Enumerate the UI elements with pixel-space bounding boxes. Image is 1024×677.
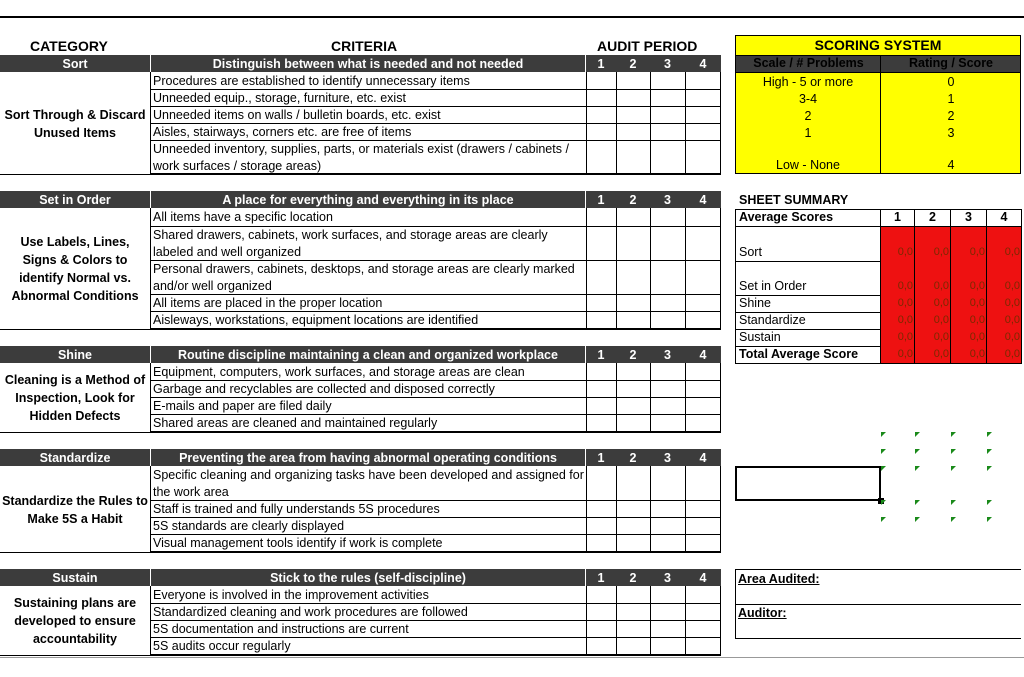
criteria-item: Shared drawers, cabinets, work surfaces, and storage areas are clearly labeled and well organized bbox=[151, 227, 586, 261]
criteria-item: Standardized cleaning and work procedures are followed bbox=[151, 604, 586, 621]
period-col-4: 4 bbox=[685, 346, 721, 363]
summary-score-cell: 0,0 bbox=[951, 227, 986, 261]
score-cell[interactable] bbox=[586, 500, 616, 501]
scale-value: Low - None bbox=[776, 158, 840, 172]
score-cell[interactable] bbox=[586, 620, 616, 621]
score-cell[interactable] bbox=[650, 637, 685, 638]
average-scores-label: Average Scores bbox=[739, 210, 834, 224]
criteria-item: Visual management tools identify if work is complete bbox=[151, 535, 586, 552]
section-name: Sustain bbox=[0, 569, 150, 586]
score-cell[interactable] bbox=[650, 620, 685, 621]
score-cell[interactable] bbox=[650, 603, 685, 604]
scale-value: 2 bbox=[804, 109, 812, 123]
score-cell[interactable] bbox=[685, 397, 721, 398]
error-indicator-icon bbox=[951, 466, 956, 471]
score-cell[interactable] bbox=[685, 226, 721, 227]
score-cell[interactable] bbox=[586, 123, 616, 124]
selected-cell[interactable] bbox=[735, 466, 881, 501]
criteria-item: 5S documentation and instructions are current bbox=[151, 621, 586, 638]
summary-score-cell: 0,0 bbox=[987, 227, 1021, 261]
scoring-col2-label: Rating / Score bbox=[908, 56, 994, 70]
period-col-4: 4 bbox=[685, 569, 721, 586]
score-cell[interactable] bbox=[650, 517, 685, 518]
score-cell[interactable] bbox=[616, 260, 650, 261]
summary-score-cell: 0,0 bbox=[915, 227, 950, 261]
rating-value: 1 bbox=[947, 92, 955, 106]
score-cell[interactable] bbox=[586, 517, 616, 518]
error-indicator-icon bbox=[881, 500, 886, 505]
score-cell[interactable] bbox=[685, 414, 721, 415]
summary-score-cell: 0,0 bbox=[881, 346, 914, 363]
score-cell[interactable] bbox=[685, 140, 721, 141]
criteria-item: Garbage and recyclables are collected and disposed correctly bbox=[151, 381, 586, 398]
score-cell[interactable] bbox=[650, 106, 685, 107]
auditor-label[interactable]: Auditor: bbox=[738, 606, 787, 620]
category-heading: CATEGORY bbox=[30, 38, 108, 54]
category-label: Cleaning is a Method of Inspection, Look for Hidden Defects bbox=[4, 373, 146, 423]
period-col-1: 1 bbox=[586, 449, 616, 466]
score-cell[interactable] bbox=[586, 140, 616, 141]
period-col-3: 3 bbox=[650, 569, 685, 586]
period-col-4: 4 bbox=[685, 191, 721, 208]
section-header: A place for everything and everything in its place bbox=[151, 191, 585, 208]
summary-score-cell: 0,0 bbox=[881, 295, 914, 312]
scale-value: 1 bbox=[804, 126, 812, 140]
summary-score-cell: 0,0 bbox=[951, 329, 986, 346]
error-indicator-icon bbox=[915, 449, 920, 454]
score-cell[interactable] bbox=[616, 123, 650, 124]
scale-value: High - 5 or more bbox=[762, 75, 854, 89]
top-border bbox=[0, 16, 1024, 18]
score-cell[interactable] bbox=[586, 380, 616, 381]
period-col-4: 4 bbox=[685, 449, 721, 466]
score-cell[interactable] bbox=[616, 397, 650, 398]
period-col-1: 1 bbox=[586, 191, 616, 208]
rating-value: 2 bbox=[947, 109, 955, 123]
summary-score-cell: 0,0 bbox=[951, 312, 986, 329]
score-cell[interactable] bbox=[650, 534, 685, 535]
summary-score-cell: 0,0 bbox=[915, 346, 950, 363]
score-cell[interactable] bbox=[586, 260, 616, 261]
score-cell[interactable] bbox=[685, 534, 721, 535]
score-cell[interactable] bbox=[650, 260, 685, 261]
score-cell[interactable] bbox=[586, 311, 616, 312]
error-indicator-icon bbox=[987, 517, 992, 522]
total-average-label: Total Average Score bbox=[739, 347, 859, 361]
criteria-item: Unneeded inventory, supplies, parts, or materials exist (drawers / cabinets / work surfaces / storage areas) bbox=[151, 141, 586, 174]
score-cell[interactable] bbox=[685, 260, 721, 261]
rating-value: 0 bbox=[947, 75, 955, 89]
section-name: Set in Order bbox=[0, 191, 150, 208]
scoring-system-title: SCORING SYSTEM bbox=[814, 37, 942, 53]
summary-score-cell: 0,0 bbox=[881, 261, 914, 295]
score-cell[interactable] bbox=[586, 89, 616, 90]
score-cell[interactable] bbox=[685, 637, 721, 638]
score-cell[interactable] bbox=[685, 89, 721, 90]
criteria-heading: CRITERIA bbox=[331, 38, 398, 54]
rating-value: 3 bbox=[947, 126, 955, 140]
error-indicator-icon bbox=[915, 432, 920, 437]
score-cell[interactable] bbox=[616, 106, 650, 107]
error-indicator-icon bbox=[915, 500, 920, 505]
criteria-item: 5S standards are clearly displayed bbox=[151, 518, 586, 535]
error-indicator-icon bbox=[951, 517, 956, 522]
summary-col-4: 4 bbox=[1000, 210, 1008, 224]
period-col-3: 3 bbox=[650, 191, 685, 208]
score-cell[interactable] bbox=[685, 311, 721, 312]
sheet-summary-title: SHEET SUMMARY bbox=[739, 193, 849, 207]
category-label: Standardize the Rules to Make 5S a Habit bbox=[2, 493, 148, 526]
section-header: Preventing the area from having abnormal operating conditions bbox=[151, 449, 585, 466]
criteria-item: All items are placed in the proper location bbox=[151, 295, 586, 312]
score-cell[interactable] bbox=[650, 500, 685, 501]
score-cell[interactable] bbox=[616, 500, 650, 501]
error-indicator-icon bbox=[987, 466, 992, 471]
summary-row-label: Shine bbox=[739, 296, 771, 310]
summary-score-cell: 0,0 bbox=[987, 346, 1021, 363]
summary-score-cell: 0,0 bbox=[915, 295, 950, 312]
error-indicator-icon bbox=[951, 449, 956, 454]
summary-score-cell: 0,0 bbox=[915, 312, 950, 329]
score-cell[interactable] bbox=[650, 226, 685, 227]
score-cell[interactable] bbox=[616, 414, 650, 415]
score-cell[interactable] bbox=[616, 603, 650, 604]
period-col-1: 1 bbox=[586, 346, 616, 363]
score-cell[interactable] bbox=[650, 89, 685, 90]
summary-score-cell: 0,0 bbox=[987, 261, 1021, 295]
criteria-item: Personal drawers, cabinets, desktops, and storage areas are clearly marked and/or well organized bbox=[151, 261, 586, 295]
summary-score-cell: 0,0 bbox=[987, 295, 1021, 312]
score-cell[interactable] bbox=[616, 637, 650, 638]
summary-score-cell: 0,0 bbox=[951, 346, 986, 363]
period-col-3: 3 bbox=[650, 449, 685, 466]
score-cell[interactable] bbox=[685, 620, 721, 621]
section-header: Stick to the rules (self-discipline) bbox=[151, 569, 585, 586]
summary-score-cell: 0,0 bbox=[951, 295, 986, 312]
summary-row-label: Sort bbox=[739, 245, 762, 259]
period-col-2: 2 bbox=[616, 191, 650, 208]
score-cell[interactable] bbox=[650, 414, 685, 415]
category-label: Use Labels, Lines, Signs & Colors to identify Normal vs. Abnormal Conditions bbox=[11, 235, 139, 303]
criteria-item: E-mails and paper are filed daily bbox=[151, 398, 586, 415]
error-indicator-icon bbox=[951, 432, 956, 437]
audit-period-heading: AUDIT PERIOD bbox=[597, 38, 698, 54]
score-cell[interactable] bbox=[616, 89, 650, 90]
summary-col-2: 2 bbox=[929, 210, 936, 224]
error-indicator-icon bbox=[881, 466, 886, 471]
summary-row-label: Standardize bbox=[739, 313, 806, 327]
criteria-item: Shared areas are cleaned and maintained regularly bbox=[151, 415, 586, 432]
score-cell[interactable] bbox=[650, 397, 685, 398]
score-cell[interactable] bbox=[616, 226, 650, 227]
error-indicator-icon bbox=[915, 466, 920, 471]
score-cell[interactable] bbox=[685, 294, 721, 295]
scale-value: 3-4 bbox=[798, 92, 818, 106]
score-cell[interactable] bbox=[650, 123, 685, 124]
score-cell[interactable] bbox=[586, 414, 616, 415]
criteria-item: Procedures are established to identify unnecessary items bbox=[151, 73, 586, 90]
score-cell[interactable] bbox=[616, 311, 650, 312]
summary-score-cell: 0,0 bbox=[915, 261, 950, 295]
error-indicator-icon bbox=[915, 517, 920, 522]
score-cell[interactable] bbox=[586, 637, 616, 638]
period-col-2: 2 bbox=[616, 569, 650, 586]
score-cell[interactable] bbox=[616, 534, 650, 535]
error-indicator-icon bbox=[881, 449, 886, 454]
period-col-1: 1 bbox=[586, 55, 616, 72]
score-cell[interactable] bbox=[650, 380, 685, 381]
summary-score-cell: 0,0 bbox=[915, 329, 950, 346]
score-cell[interactable] bbox=[616, 380, 650, 381]
score-cell[interactable] bbox=[616, 620, 650, 621]
error-indicator-icon bbox=[881, 517, 886, 522]
summary-row-label: Sustain bbox=[739, 330, 781, 344]
summary-score-cell: 0,0 bbox=[987, 329, 1021, 346]
area-audited-label: Area Audited: bbox=[738, 572, 820, 586]
criteria-item: 5S audits occur regularly bbox=[151, 638, 586, 655]
error-indicator-icon bbox=[987, 432, 992, 437]
score-cell[interactable] bbox=[685, 603, 721, 604]
score-cell[interactable] bbox=[586, 226, 616, 227]
period-col-2: 2 bbox=[616, 55, 650, 72]
criteria-item: Everyone is involved in the improvement activities bbox=[151, 587, 586, 604]
summary-col-3: 3 bbox=[965, 210, 972, 224]
summary-score-cell: 0,0 bbox=[951, 261, 986, 295]
section-name: Standardize bbox=[0, 449, 150, 466]
section-name: Shine bbox=[0, 346, 150, 363]
score-cell[interactable] bbox=[685, 500, 721, 501]
summary-score-cell: 0,0 bbox=[987, 312, 1021, 329]
score-cell[interactable] bbox=[685, 106, 721, 107]
period-col-2: 2 bbox=[616, 449, 650, 466]
bottom-border bbox=[0, 657, 1024, 658]
period-col-2: 2 bbox=[616, 346, 650, 363]
score-cell[interactable] bbox=[685, 380, 721, 381]
period-col-4: 4 bbox=[685, 55, 721, 72]
period-col-3: 3 bbox=[650, 346, 685, 363]
period-col-1: 1 bbox=[586, 569, 616, 586]
section-name: Sort bbox=[0, 55, 150, 72]
summary-score-cell: 0,0 bbox=[881, 329, 914, 346]
summary-score-cell: 0,0 bbox=[881, 312, 914, 329]
error-indicator-icon bbox=[987, 449, 992, 454]
score-cell[interactable] bbox=[586, 397, 616, 398]
section-header: Routine discipline maintaining a clean and organized workplace bbox=[151, 346, 585, 363]
score-cell[interactable] bbox=[685, 123, 721, 124]
score-cell[interactable] bbox=[586, 106, 616, 107]
error-indicator-icon bbox=[951, 500, 956, 505]
criteria-item: Unneeded equip., storage, furniture, etc. exist bbox=[151, 90, 586, 107]
category-label: Sort Through & Discard Unused Items bbox=[4, 107, 146, 140]
score-cell[interactable] bbox=[616, 517, 650, 518]
criteria-item: Aisles, stairways, corners etc. are free of items bbox=[151, 124, 586, 141]
rating-value: 4 bbox=[947, 158, 955, 172]
criteria-item: Unneeded items on walls / bulletin boards, etc. exist bbox=[151, 107, 586, 124]
error-indicator-icon bbox=[987, 500, 992, 505]
summary-row-label: Set in Order bbox=[739, 279, 807, 293]
score-cell[interactable] bbox=[616, 140, 650, 141]
score-cell[interactable] bbox=[650, 311, 685, 312]
section-header: Distinguish between what is needed and not needed bbox=[151, 55, 585, 72]
score-cell[interactable] bbox=[650, 294, 685, 295]
score-cell[interactable] bbox=[650, 140, 685, 141]
score-cell[interactable] bbox=[586, 294, 616, 295]
error-indicator-icon bbox=[881, 432, 886, 437]
period-col-3: 3 bbox=[650, 55, 685, 72]
summary-col-1: 1 bbox=[894, 210, 901, 224]
score-cell[interactable] bbox=[586, 603, 616, 604]
criteria-item: Equipment, computers, work surfaces, and storage areas are clean bbox=[151, 364, 586, 381]
score-cell[interactable] bbox=[616, 294, 650, 295]
criteria-item: Staff is trained and fully understands 5S procedures bbox=[151, 501, 586, 518]
criteria-item: All items have a specific location bbox=[151, 209, 586, 227]
score-cell[interactable] bbox=[586, 534, 616, 535]
summary-score-cell: 0,0 bbox=[881, 227, 914, 261]
category-label: Sustaining plans are developed to ensure accountability bbox=[13, 596, 137, 646]
criteria-item: Specific cleaning and organizing tasks have been developed and assigned for the work area bbox=[151, 467, 586, 501]
score-cell[interactable] bbox=[685, 517, 721, 518]
criteria-item: Aisleways, workstations, equipment locations are identified bbox=[151, 312, 586, 329]
scoring-col1-label: Scale / # Problems bbox=[753, 56, 864, 70]
